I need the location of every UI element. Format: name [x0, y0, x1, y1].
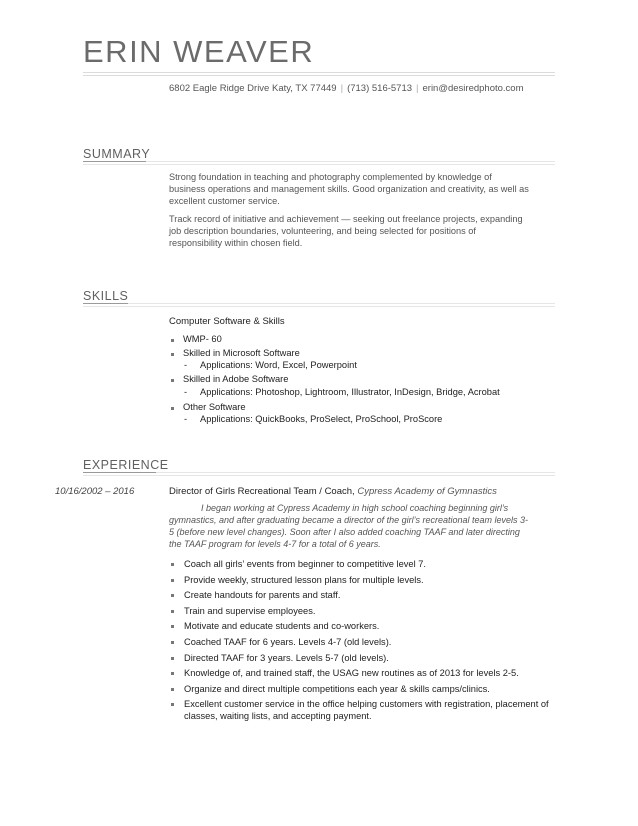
responsibility-item: Create handouts for parents and staff. — [169, 589, 554, 601]
job-title-line — [169, 486, 497, 497]
section-title-skills: SKILLS — [83, 289, 129, 303]
contact-separator: | — [416, 83, 419, 94]
skills-list — [169, 373, 288, 387]
section-rule-inner — [83, 306, 555, 307]
skill-item: Other Software — [169, 401, 246, 415]
section-title-summary: SUMMARY — [83, 147, 151, 161]
job-responsibilities — [169, 558, 554, 726]
section-title-experience: EXPERIENCE — [83, 458, 169, 472]
skill-sub-item: - Applications: Word, Excel, Powerpoint — [184, 360, 357, 370]
section-underline — [83, 161, 146, 162]
summary-paragraph-2: Track record of initiative and achievement — seeking out freelance projects, expanding job description boundaries, volunteering, and being selected for positions of responsibility within chosen field. — [169, 214, 523, 248]
summary-paragraph-1: Strong foundation in teaching and photography complemented by knowledge of business operations and management skills. Good organization and creativity, as well as excellent customer service. — [169, 172, 529, 206]
responsibility-item: Directed TAAF for 3 years. Levels 5-7 (old levels). — [169, 652, 554, 664]
section-rule-inner — [83, 164, 555, 165]
contact-separator: | — [340, 83, 344, 94]
contact-email: erin@desiredphoto.com — [422, 83, 524, 94]
skills-list — [169, 333, 300, 360]
job-dates: 10/16/2002 – 2016 — [55, 486, 135, 497]
section-rule — [128, 303, 555, 304]
header-rule-inner — [83, 75, 555, 76]
skill-sub-item: - Applications: Photoshop, Lightroom, Illustrator, InDesign, Bridge, Acrobat — [184, 387, 500, 397]
responsibility-item: Coach all girls’ events from beginner to competitive level 7. — [169, 558, 554, 570]
contact-line — [169, 83, 524, 94]
section-rule-inner — [83, 475, 555, 476]
skill-item: Skilled in Adobe Software — [169, 373, 288, 387]
job-organization: Cypress Academy of Gymnastics — [357, 486, 497, 497]
contact-address: 6802 Eagle Ridge Drive Katy, TX 77449 — [169, 83, 337, 94]
skill-item: WMP- 60 — [169, 333, 300, 347]
skills-list — [169, 401, 246, 415]
responsibility-item: Train and supervise employees. — [169, 605, 554, 617]
responsibility-item: Knowledge of, and trained staff, the USAG new routines as of 2013 for levels 2-5. — [169, 667, 554, 679]
contact-phone: (713) 516-5713 — [347, 83, 413, 94]
skill-item: Skilled in Microsoft Software — [169, 347, 300, 361]
section-underline — [83, 472, 156, 473]
job-narrative: I began working at Cypress Academy in high school coaching beginning girl’s gymnastics, and after graduating became a director of the girl’s recreational team levels 3-5 (before new level changes). Soon after I also added coaching TAAF and later directing the TAAF program for levels 4-7 for a total of 6 years. — [169, 503, 529, 549]
job-position: Director of Girls Recreational Team / Coach, — [169, 486, 355, 497]
responsibility-item: Organize and direct multiple competitions each year & skills camps/clinics. — [169, 683, 554, 695]
candidate-name: ERIN WEAVER — [83, 34, 315, 69]
skills-heading: Computer Software & Skills — [169, 316, 285, 327]
responsibility-item: Motivate and educate students and co-workers. — [169, 620, 554, 632]
skill-sub-item: - Applications: QuickBooks, ProSelect, ProSchool, ProScore — [184, 414, 443, 424]
responsibility-item: Excellent customer service in the office helping customers with registration, placement of classes, waiting lists, and accepting payment. — [169, 698, 554, 722]
header-rule — [83, 72, 555, 73]
responsibility-item: Provide weekly, structured lesson plans for multiple levels. — [169, 574, 554, 586]
section-rule — [156, 472, 555, 473]
responsibility-item: Coached TAAF for 6 years. Levels 4-7 (old levels). — [169, 636, 554, 648]
section-rule — [146, 161, 555, 162]
section-underline — [83, 303, 128, 304]
